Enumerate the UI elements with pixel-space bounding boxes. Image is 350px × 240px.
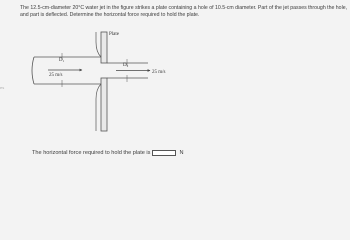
outgoing-velocity-label: 25 m/s (152, 70, 166, 75)
problem-statement: The 12.5-cm-diameter 20°C water jet in the figure strikes a plate containing a hole of 10.5-cm diameter. Part of the jet passes through the hole, and part is deflected. Determine the horizontal force required to hold the plate. (20, 5, 348, 18)
d1-label: D₁ (59, 58, 65, 63)
side-margin-mark: es (0, 85, 5, 90)
incoming-velocity-label: 25 m/s (49, 73, 63, 78)
answer-row (32, 150, 184, 156)
plate-label: Plate (109, 32, 119, 37)
incoming-jet (32, 57, 101, 84)
force-answer-input[interactable] (152, 150, 176, 156)
plate (101, 32, 107, 131)
deflected-streams (96, 32, 101, 131)
answer-prompt: The horizontal force required to hold the plate is (32, 150, 151, 156)
d2-label: D₂ (123, 63, 129, 68)
answer-unit: N (179, 150, 184, 156)
